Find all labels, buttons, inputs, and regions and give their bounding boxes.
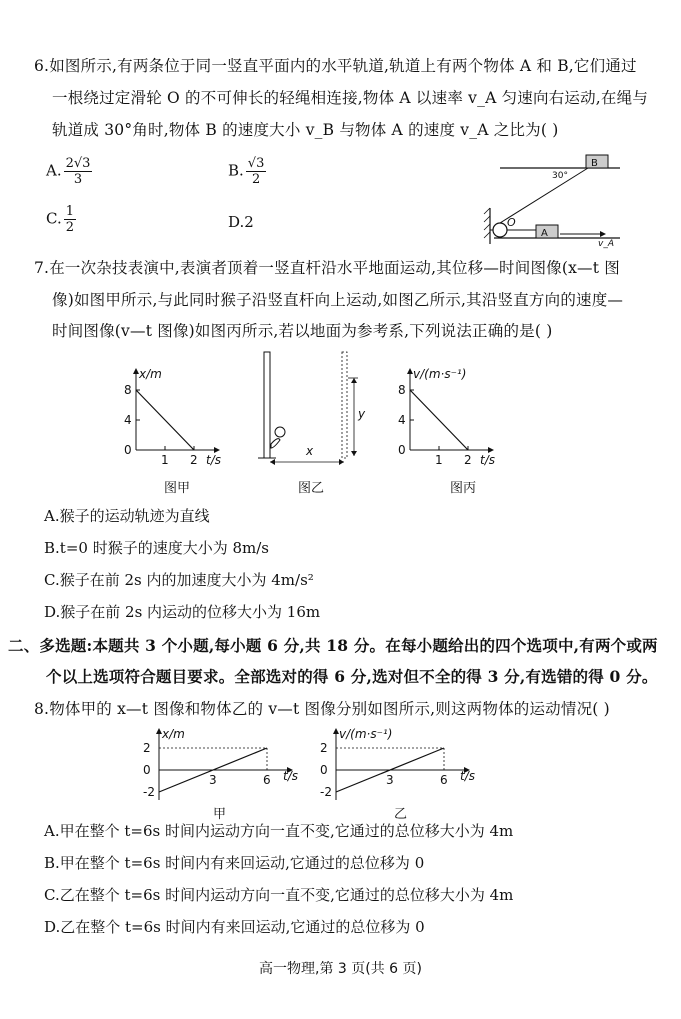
page-footer: 高一物理,第 3 页(共 6 页) xyxy=(259,961,422,977)
q7-jia-ytick-2: 0 xyxy=(124,443,132,457)
q6-option-a: A. $\frac{2√3}{3}$ xyxy=(46,156,91,187)
q8-jia-ytick-1: 0 xyxy=(143,763,151,777)
q8-option-d: D.乙在整个 t=6s 时间内有来回运动,它通过的总位移为 0 xyxy=(44,918,425,936)
q6-option-d: D.2 xyxy=(228,213,254,231)
q7-pole-figure xyxy=(258,352,368,472)
q6-option-c: C. $\frac{1}{2}$ xyxy=(46,204,74,235)
q7-text-line3: 时间图像(v—t 图像)如图丙所示,若以地面为参考系,下列说法正确的是( ) xyxy=(52,322,553,340)
q8-jia-xlabel: t/s xyxy=(283,769,298,783)
q7-chart-bing xyxy=(386,368,526,468)
q8-option-a: A.甲在整个 t=6s 时间内运动方向一直不变,它通过的总位移大小为 4m xyxy=(44,822,514,840)
q6-label-a: A xyxy=(541,228,548,239)
q6-text-line3: 轨道成 30°角时,物体 B 的速度大小 v_B 与物体 A 的速度 v_A 之比为( ) xyxy=(52,121,559,139)
q8-caption-jia: 甲 xyxy=(213,807,227,822)
q7-option-d: D.猴子在前 2s 内运动的位移大小为 16m xyxy=(44,603,321,621)
q6-text-line1: 6.如图所示,有两条位于同一竖直平面内的水平轨道,轨道上有两个物体 A 和 B,它们通过 xyxy=(34,57,637,75)
q8-option-c: C.乙在整个 t=6s 时间内运动方向一直不变,它通过的总位移大小为 4m xyxy=(44,886,514,904)
q7-bing-ytick-0: 8 xyxy=(398,383,406,397)
q7-chart-jia xyxy=(112,368,232,468)
q7-bing-xlabel: t/s xyxy=(480,453,495,467)
section2-heading-line2: 个以上选项符合题目要求。全部选对的得 6 分,选对但不全的得 3 分,有选错的得 0 分。 xyxy=(46,667,658,686)
q7-jia-ytick-0: 8 xyxy=(124,383,132,397)
q7-bing-ytick-2: 0 xyxy=(398,443,406,457)
section2-heading xyxy=(8,634,658,656)
q7-caption-bing: 图丙 xyxy=(450,481,477,496)
q8-caption-yi: 乙 xyxy=(394,807,408,822)
q7-jia-ylabel: x/m xyxy=(139,367,162,381)
q7-caption-jia: 图甲 xyxy=(164,481,191,496)
q8-jia-ytick-2: -2 xyxy=(143,785,155,799)
q7-yi-y-label: y xyxy=(358,407,366,421)
section2-heading-title: 二、多选题: xyxy=(8,636,93,655)
q8-option-b: B.甲在整个 t=6s 时间内有来回运动,它通过的总位移为 0 xyxy=(44,854,425,872)
q7-option-a: A.猴子的运动轨迹为直线 xyxy=(44,507,210,525)
q8-jia-xtick-1: 6 xyxy=(263,773,271,787)
q8-jia-ytick-0: 2 xyxy=(143,741,151,755)
q7-bing-ylabel: v/(m·s⁻¹) xyxy=(413,367,467,381)
q7-bing-xtick-1: 2 xyxy=(464,453,472,467)
q8-yi-ytick-2: -2 xyxy=(320,785,332,799)
q7-bing-xtick-0: 1 xyxy=(435,453,443,467)
q7-jia-data-line xyxy=(136,390,194,450)
q8-jia-xtick-0: 3 xyxy=(209,773,217,787)
q7-yi-x-label: x xyxy=(306,444,314,458)
q8-yi-xlabel: t/s xyxy=(460,769,475,783)
section2-heading-text: 本题共 3 个小题,每小题 6 分,共 18 分。在每小题给出的四个选项中,有两个或两 xyxy=(92,636,658,655)
q7-jia-xlabel: t/s xyxy=(206,453,221,467)
q7-option-b: B.t=0 时猴子的速度大小为 8m/s xyxy=(44,539,269,557)
q6-va-label: v_A xyxy=(598,239,614,249)
q8-text-line1: 8.物体甲的 x—t 图像和物体乙的 v—t 图像分别如图所示,则这两物体的运动情况( ) xyxy=(34,700,610,718)
q7-option-c: C.猴子在前 2s 内的加速度大小为 4m/s² xyxy=(44,571,314,589)
q8-yi-ytick-1: 0 xyxy=(320,763,328,777)
q7-text-line2: 像)如图甲所示,与此同时猴子沿竖直杆向上运动,如图乙所示,其沿竖直方向的速度— xyxy=(52,291,624,309)
q6-option-b: B. $\frac{√3}{2}$ xyxy=(228,156,265,187)
q6-text-line2: 一根绕过定滑轮 O 的不可伸长的轻绳相连接,物体 A 以速率 v_A 匀速向右运动,在绳与 xyxy=(52,89,649,107)
q7-jia-ytick-1: 4 xyxy=(124,413,132,427)
q7-bing-ytick-1: 4 xyxy=(398,413,406,427)
q7-text-line1: 7.在一次杂技表演中,表演者顶着一竖直杆沿水平地面运动,其位移—时间图像(x—t 图 xyxy=(34,259,620,277)
q7-caption-yi: 图乙 xyxy=(298,481,325,496)
q7-jia-xtick-0: 1 xyxy=(161,453,169,467)
q6-angle-label: 30° xyxy=(552,171,568,181)
q8-yi-ylabel: v/(m·s⁻¹) xyxy=(339,727,393,741)
q8-jia-ylabel: x/m xyxy=(162,727,185,741)
q8-chart-jia xyxy=(135,728,315,808)
q8-chart-yi xyxy=(312,728,492,808)
q6-label-o: O xyxy=(507,216,516,229)
q8-yi-xtick-0: 3 xyxy=(386,773,394,787)
q8-yi-ytick-0: 2 xyxy=(320,741,328,755)
q7-jia-xtick-1: 2 xyxy=(190,453,198,467)
q6-pulley-figure xyxy=(480,148,630,248)
q8-yi-xtick-1: 6 xyxy=(440,773,448,787)
q6-label-b: B xyxy=(591,158,598,169)
q7-bing-data-line xyxy=(410,390,468,450)
